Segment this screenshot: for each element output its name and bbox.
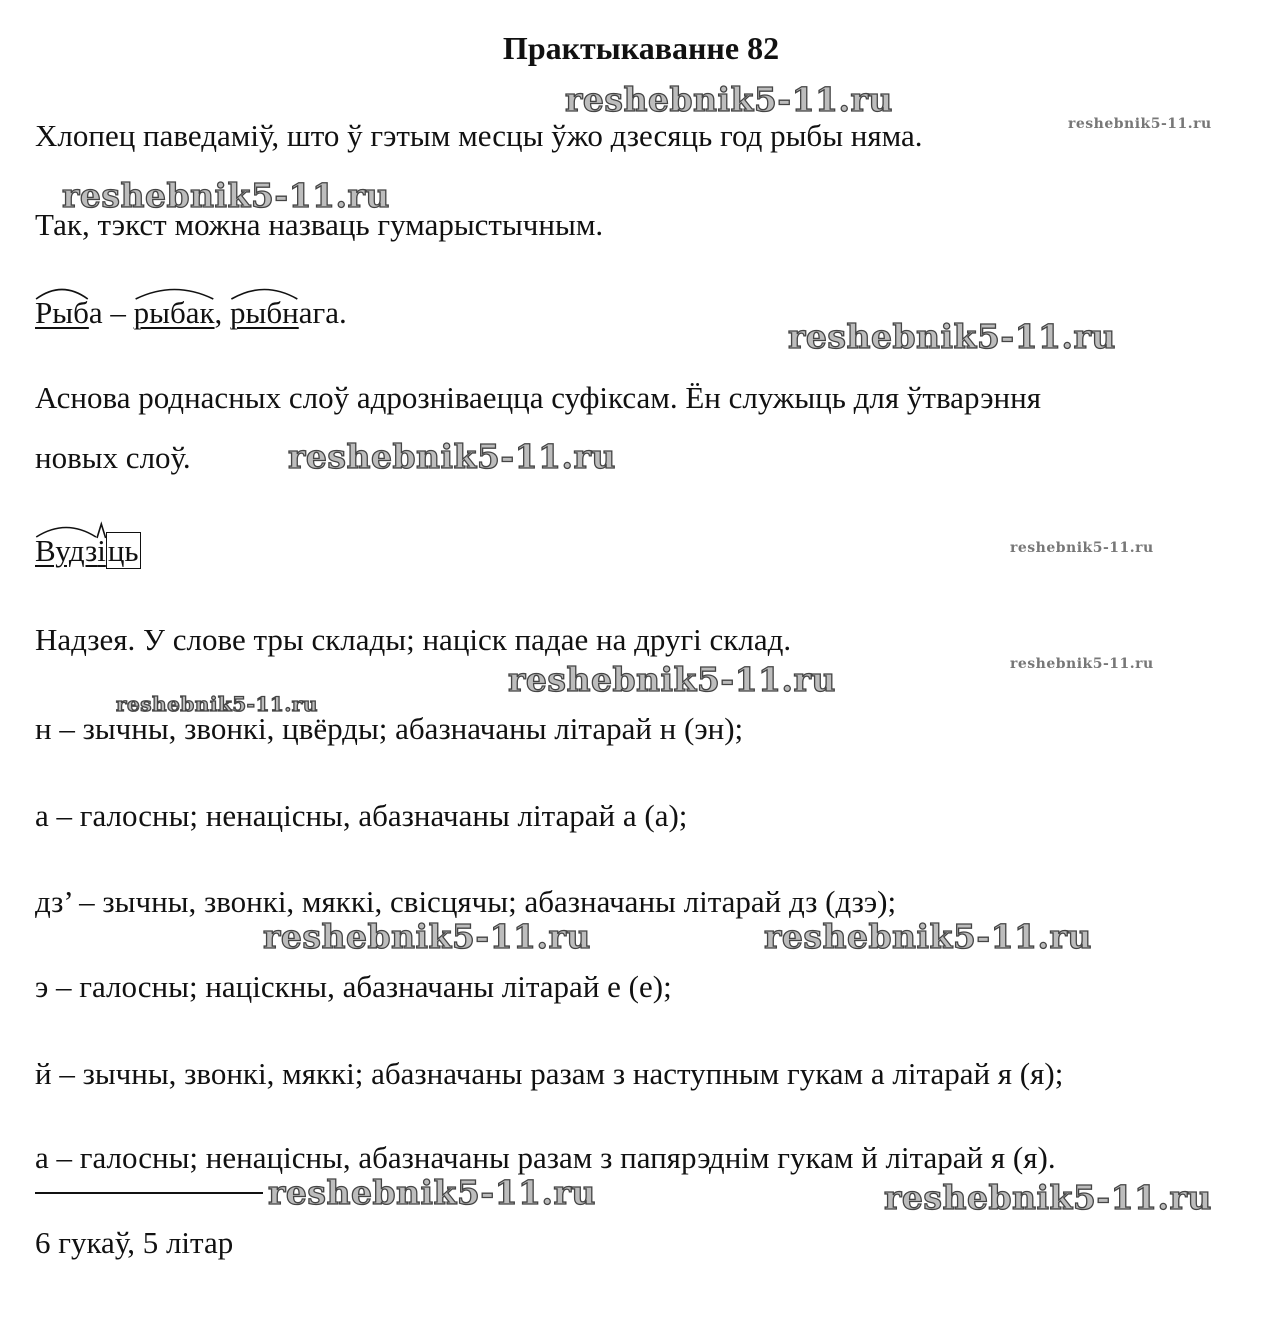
watermark: reshebnik5-11.ru — [884, 1178, 1212, 1217]
word-root: рыбн — [230, 295, 299, 330]
answer-paragraph: Так, тэкст можна назваць гумарыстычным. — [35, 207, 604, 242]
phonetic-line: а – галосны; ненацісны, абазначаны разам з папярэднім гукам й літарай я (я). — [35, 1140, 1056, 1175]
word-ending: ць — [107, 533, 139, 568]
word-root: рыбак — [133, 295, 215, 330]
suffix-mark — [97, 533, 106, 569]
watermark: reshebnik5-11.ru — [1010, 656, 1154, 672]
watermark: reshebnik5-11.ru — [565, 80, 893, 119]
answer-paragraph: новых слоў. — [35, 440, 191, 475]
morpheme-line — [35, 533, 141, 569]
word-suffix: і — [97, 533, 106, 568]
root-arc — [230, 295, 299, 331]
word-text: ага. — [298, 295, 347, 330]
page-title: Практыкаванне 82 — [502, 30, 780, 66]
watermark: reshebnik5-11.ru — [1068, 116, 1212, 132]
watermark: reshebnik5-11.ru — [764, 917, 1092, 956]
watermark: reshebnik5-11.ru — [268, 1173, 596, 1212]
root-arc — [134, 295, 215, 331]
summary-line: 6 гукаў, 5 літар — [35, 1225, 234, 1260]
watermark: reshebnik5-11.ru — [62, 176, 390, 215]
phonetic-line: дз’ – зычны, звонкі, мяккі, свісцячы; абазначаны літарай дз (дзэ); — [35, 884, 897, 919]
watermark: reshebnik5-11.ru — [1010, 540, 1154, 556]
root-arc — [35, 533, 97, 569]
watermark: reshebnik5-11.ru — [116, 692, 318, 716]
word-root: Рыб — [35, 295, 89, 330]
word-text: , — [214, 295, 231, 330]
watermark: reshebnik5-11.ru — [508, 660, 836, 699]
phonetic-line: а – галосны; ненацісны, абазначаны літарай а (а); — [35, 798, 688, 833]
watermark: reshebnik5-11.ru — [263, 917, 591, 956]
root-arc — [35, 295, 89, 331]
answer-paragraph: Аснова роднасных слоў адрозніваецца суфіксам. Ён служыць для ўтварэння — [35, 380, 1041, 415]
watermark: reshebnik5-11.ru — [288, 437, 616, 476]
phonetic-line: й – зычны, звонкі, мяккі; абазначаны разам з наступным гукам а літарай я (я); — [35, 1056, 1064, 1091]
phonetic-line: н – зычны, звонкі, цвёрды; абазначаны літарай н (эн); — [35, 711, 744, 746]
divider — [35, 1192, 263, 1194]
answer-paragraph: Хлопец паведаміў, што ў гэтым месцы ўжо дзесяць год рыбы няма. — [35, 118, 923, 153]
phonetic-line: э – галосны; націскны, абазначаны літарай е (е); — [35, 969, 672, 1004]
watermark: reshebnik5-11.ru — [788, 317, 1116, 356]
word-formation-line — [35, 295, 347, 331]
word-text: а – — [88, 295, 134, 330]
word-root: Вудз — [35, 533, 98, 568]
answer-paragraph: Надзея. У слове тры склады; націск падае на другі склад. — [35, 622, 792, 657]
